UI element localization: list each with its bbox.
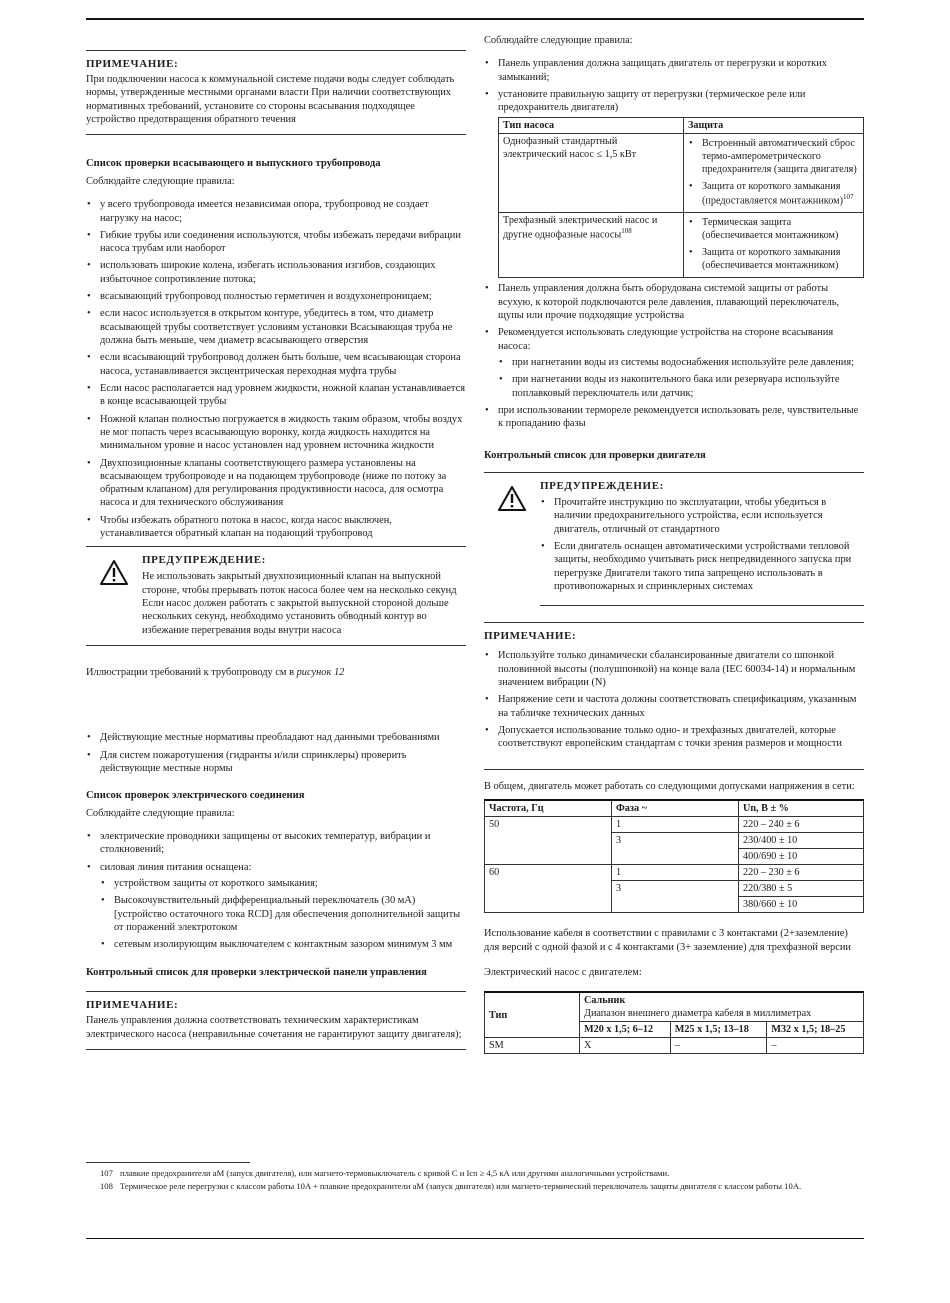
list-item: • если всасывающий трубопровод должен быть больше, чем всасывающая сторона насоса, устанавливается эксцентрическая переходная муфта трубы — [100, 351, 466, 378]
cable-gland-table — [484, 991, 864, 1054]
footnotes — [86, 1168, 864, 1194]
list-item: • Защита от короткого замыкания (предоставляется монтажником)$^{107}$ — [702, 180, 859, 207]
list-item: • Чтобы избежать обратного потока в насос, когда насос выключен, устанавливается обратный клапан на подающий трубопровод — [100, 514, 466, 541]
section-intro: Соблюдайте следующие правила: — [484, 35, 633, 46]
tolerance-intro: В общем, двигатель может работать со следующими допусками напряжения в сети: — [484, 780, 855, 792]
list-item: • силовая линия питания оснащена: • устройством защиты от короткого замыкания; • Высокочувствительный дифференциальный переключатель (30 мА) [устройство остаточного тока RCD] для обеспечения дополнительной защиты от поражений электротоком • сетевым изолирующим выключателем с контактным зазором минимум 3 мм — [100, 861, 466, 952]
note-heading: ПРИМЕЧАНИЕ: — [484, 630, 577, 643]
left-column — [86, 34, 466, 1072]
list-item: • Действующие местные нормативы преобладают над данными требованиями — [100, 731, 466, 744]
table-header: Частота, Гц — [485, 800, 612, 817]
footnote-text: плавкие предохранители aM (запуск двигателя), или магнето-термовыключатель с кривой C и Icn ≥ 4,5 кА или другими аналогичными устройствами. — [120, 1168, 670, 1178]
table-cell: 60 — [485, 865, 612, 913]
table-cell: 230/400 ± 10 — [739, 833, 864, 849]
list-item: • Панель управления должна защищать двигатель от перегрузки и коротких замыканий; — [498, 57, 864, 84]
figure-link[interactable]: рисунок 12 — [296, 667, 345, 679]
sub-list — [100, 877, 466, 952]
footnote-number: 108 — [100, 1181, 113, 1192]
table-row — [485, 816, 864, 832]
table-header: M20 x 1,5; 6–12 — [580, 1022, 671, 1038]
electric-checklist — [86, 830, 466, 952]
list-item: • Если двигатель оснащен автоматическими устройствами тепловой защиты, необходимо учитывать риск непредвиденного запуска при перегрузке Двигатели такого типа запрещено использовать в противопожарных и спринклерных системах — [554, 540, 864, 593]
list-item: • Гибкие трубы или соединения используются, чтобы избежать передачи вибрации насоса трубам или наоборот — [100, 229, 466, 256]
warning-icon — [484, 479, 540, 606]
table-cell: 220 – 240 ± 6 — [739, 816, 864, 832]
list-item: • Используйте только динамически сбалансированные двигатели со шпонкой половинной высоты (полушпонкой) на конце вала (IEC 60034-14) и нормальным значением вибрации (N) — [498, 649, 864, 689]
electric-pump-label: Электрический насос с двигателем: — [484, 966, 642, 978]
table-cell: – — [670, 1038, 767, 1054]
warning-text: Не использовать закрытый двухпозиционный клапан на выпускной стороне, чтобы прерывать поток насоса более чем на несколько секунд Если насос должен работать с закрытой выпускной стороной дольше нескольких секунд, необходимо установить обводный контур во избежание перегревания воды внутри насоса — [142, 571, 457, 636]
list-item: • Рекомендуется использовать следующие устройства на стороне всасывания насоса: • при нагнетании воды из системы водоснабжения используйте реле давления; • при нагнетании воды из накопительного бака или резервуара используйте поплавковый переключатель или датчик; — [498, 326, 864, 400]
table-cell: X — [580, 1038, 671, 1054]
table-cell: 220 – 230 ± 6 — [739, 865, 864, 881]
footnote — [86, 1181, 864, 1192]
table-cell: SM — [485, 1038, 580, 1054]
section-intro: Соблюдайте следующие правила: — [86, 175, 235, 187]
table-row — [499, 213, 864, 278]
table-cell: – — [767, 1038, 864, 1054]
section-title: Контрольный список для проверки электрической панели управления — [86, 966, 427, 978]
footnote-number: 107 — [100, 1168, 113, 1178]
footer-rule — [86, 1238, 864, 1239]
table-header: M32 x 1,5; 18–25 — [767, 1022, 864, 1038]
footnote — [86, 1168, 864, 1179]
sub-list — [498, 356, 864, 400]
table-row — [485, 865, 864, 881]
warning-heading: ПРЕДУПРЕЖДЕНИЕ: — [142, 554, 266, 567]
list-item: • Прочитайте инструкцию по эксплуатации, чтобы убедиться в наличии предохранительного устройства, если используется двигатель, отличный от стандартного — [554, 496, 864, 536]
panel-checklist-continued — [484, 282, 864, 430]
list-item: • Напряжение сети и частота должны соответствовать спецификациям, указанным на табличке технических данных — [498, 693, 864, 720]
list-item: • Ножной клапан полностью погружается в жидкость таким образом, чтобы воздух не мог попасть через всасывающую воронку, когда жидкость находится на минимальном уровне и насос установлен над уровнем источника жидкости — [100, 413, 466, 453]
list-item: • Двухпозиционные клапаны соответствующего размера установлены на всасывающем трубопроводе и на подающем трубопроводе (ниже по потоку за обратным клапаном) для регулирования продуктивности насоса, для осмотра насоса и для технического обслуживания — [100, 457, 466, 510]
pipe-checklist — [86, 198, 466, 540]
list-item: • Высокочувствительный дифференциальный переключатель (30 мА) [устройство остаточного тока RCD] для обеспечения дополнительной защиты от поражений электротоком — [114, 894, 466, 934]
section-title: Контрольный список для проверки двигателя — [484, 449, 706, 461]
section-intro: Соблюдайте следующие правила: — [86, 807, 235, 819]
table-header: Защита — [684, 117, 864, 133]
footnote-text: Термическое реле перегрузки с классом работы 10A + плавкие предохранители aM (запуск двигателя) или магнето-термический переключатель защиты двигателя с классом работы 10A. — [120, 1181, 802, 1192]
tolerance-table — [484, 799, 864, 913]
table-cell: Однофазный стандартный электрический насос ≤ 1,5 кВт — [499, 133, 684, 213]
right-column — [484, 34, 864, 1054]
note-heading: ПРИМЕЧАНИЕ: — [86, 999, 179, 1012]
warning-heading: ПРЕДУПРЕЖДЕНИЕ: — [540, 480, 664, 493]
table-cell — [684, 133, 864, 213]
list-item: • при нагнетании воды из системы водоснабжения используйте реле давления; — [512, 356, 864, 369]
list-item: • установите правильную защиту от перегрузки (термическое реле или предохранитель двигателя) — [498, 88, 864, 115]
note-block — [484, 622, 864, 762]
illustration-reference: Иллюстрации требований к трубопроводу см в рисунок 12 — [86, 667, 345, 679]
table-cell: 220/380 ± 5 — [739, 881, 864, 897]
note-divider — [484, 769, 864, 770]
footnote-ref[interactable]: 108 — [621, 227, 632, 236]
warning-list — [540, 496, 864, 593]
list-item: • при нагнетании воды из накопительного бака или резервуара используйте поплавковый переключатель или датчик; — [512, 373, 864, 400]
footnote-rule — [86, 1162, 250, 1163]
note-block — [86, 991, 466, 1050]
list-item: • устройством защиты от короткого замыкания; — [114, 877, 466, 890]
list-item: • Для систем пожаротушения (гидранты и/или спринклеры) проверить действующие местные нормы — [100, 749, 466, 776]
table-cell — [684, 213, 864, 278]
list-item: • использовать широкие колена, избегать использования изгибов, создающих избыточное сопротивление потока; — [100, 259, 466, 286]
table-header: Сальник Диапазон внешнего диаметра кабеля в миллиметрах — [580, 992, 864, 1022]
note-text: При подключении насоса к коммунальной системе подачи воды следует соблюдать нормы, утвержденные местными органами власти При наличии соответствующих нормативных требований, установите со стороны всасывания подходящее устройство предотвращения обратного течения — [86, 74, 455, 126]
table-cell: 1 — [612, 816, 739, 832]
table-cell: 1 — [612, 865, 739, 881]
warning-block — [86, 546, 466, 646]
list-item: • всасывающий трубопровод полностью герметичен и воздухонепроницаем; — [100, 290, 466, 303]
table-header: Un, В ± % — [739, 800, 864, 817]
table-header: Тип насоса — [499, 117, 684, 133]
list-item: • Встроенный автоматический сброс термо-амперометрического предохранителя (защита двигателя) — [702, 137, 859, 176]
list-item: • при использовании термореле рекомендуется использовать реле, чувствительные к пропаданию фазы — [498, 404, 864, 431]
note-block — [86, 50, 466, 135]
table-cell: 380/660 ± 10 — [739, 897, 864, 913]
list-item: • Защита от короткого замыкания (обеспечивается монтажником) — [702, 246, 859, 272]
table-row — [499, 133, 864, 213]
header-rule — [86, 18, 864, 20]
protection-table — [498, 117, 864, 279]
section-title: Список проверки всасывающего и выпускного трубопровода — [86, 158, 381, 170]
warning-icon — [86, 553, 142, 637]
table-cell: Трехфазный электрический насос и другие однофазные насосы$^{108}$ — [499, 213, 684, 278]
section-title: Список проверок электрического соединения — [86, 790, 305, 802]
list-item: • сетевым изолирующим выключателем с контактным зазором минимум 3 мм — [114, 938, 466, 951]
cable-text: Использование кабеля в соответствии с правилами с 3 контактами (2+заземление) для версий с одной фазой и с 4 контактами (3+ заземление) для трехфазной версии — [484, 928, 851, 953]
list-item: • Термическая защита (обеспечивается монтажником) — [702, 216, 859, 242]
list-item: • Допускается использование только одно- и трехфазных двигателей, которые соответствуют европейским стандартам с точки зрения размеров и мощности — [498, 724, 864, 751]
panel-checklist — [484, 57, 864, 114]
footnote-ref[interactable]: 107 — [842, 192, 854, 201]
table-header: Тип — [485, 992, 580, 1038]
table-header: M25 x 1,5; 13–18 — [670, 1022, 767, 1038]
list-item: • электрические проводники защищены от высоких температур, вибрации и столкновений; — [100, 830, 466, 857]
note-text: Панель управления должна соответствовать техническим характеристикам электрического насоса (неправильные сочетания не гарантируют защиту двигателя); — [86, 1015, 462, 1040]
list-item: • Если насос располагается над уровнем жидкости, ножной клапан устанавливается в конце всасывающей трубы — [100, 382, 466, 409]
table-header: Фаза ~ — [612, 800, 739, 817]
table-cell: 3 — [612, 881, 739, 913]
table-cell: 50 — [485, 816, 612, 864]
note-list — [484, 649, 864, 750]
table-row — [485, 1038, 864, 1054]
table-cell: 3 — [612, 833, 739, 865]
list-item: • Панель управления должна быть оборудована системой защиты от работы всухую, к которой подключаются реле давления, плавающий переключатель, щупы или прочие подходящие устройства — [498, 282, 864, 322]
local-rules-list — [86, 731, 466, 775]
list-item: • если насос используется в открытом контуре, убедитесь в том, что диаметр всасывающей трубы соответствует условиям установки Всасывающая труба не должна быть меньше, чем диаметр всасывающего отверстия — [100, 307, 466, 347]
note-heading: ПРИМЕЧАНИЕ: — [86, 58, 179, 70]
list-item: • у всего трубопровода имеется независимая опора, трубопровод не создает нагрузку на насос; — [100, 198, 466, 225]
warning-block — [484, 472, 864, 606]
table-cell: 400/690 ± 10 — [739, 849, 864, 865]
